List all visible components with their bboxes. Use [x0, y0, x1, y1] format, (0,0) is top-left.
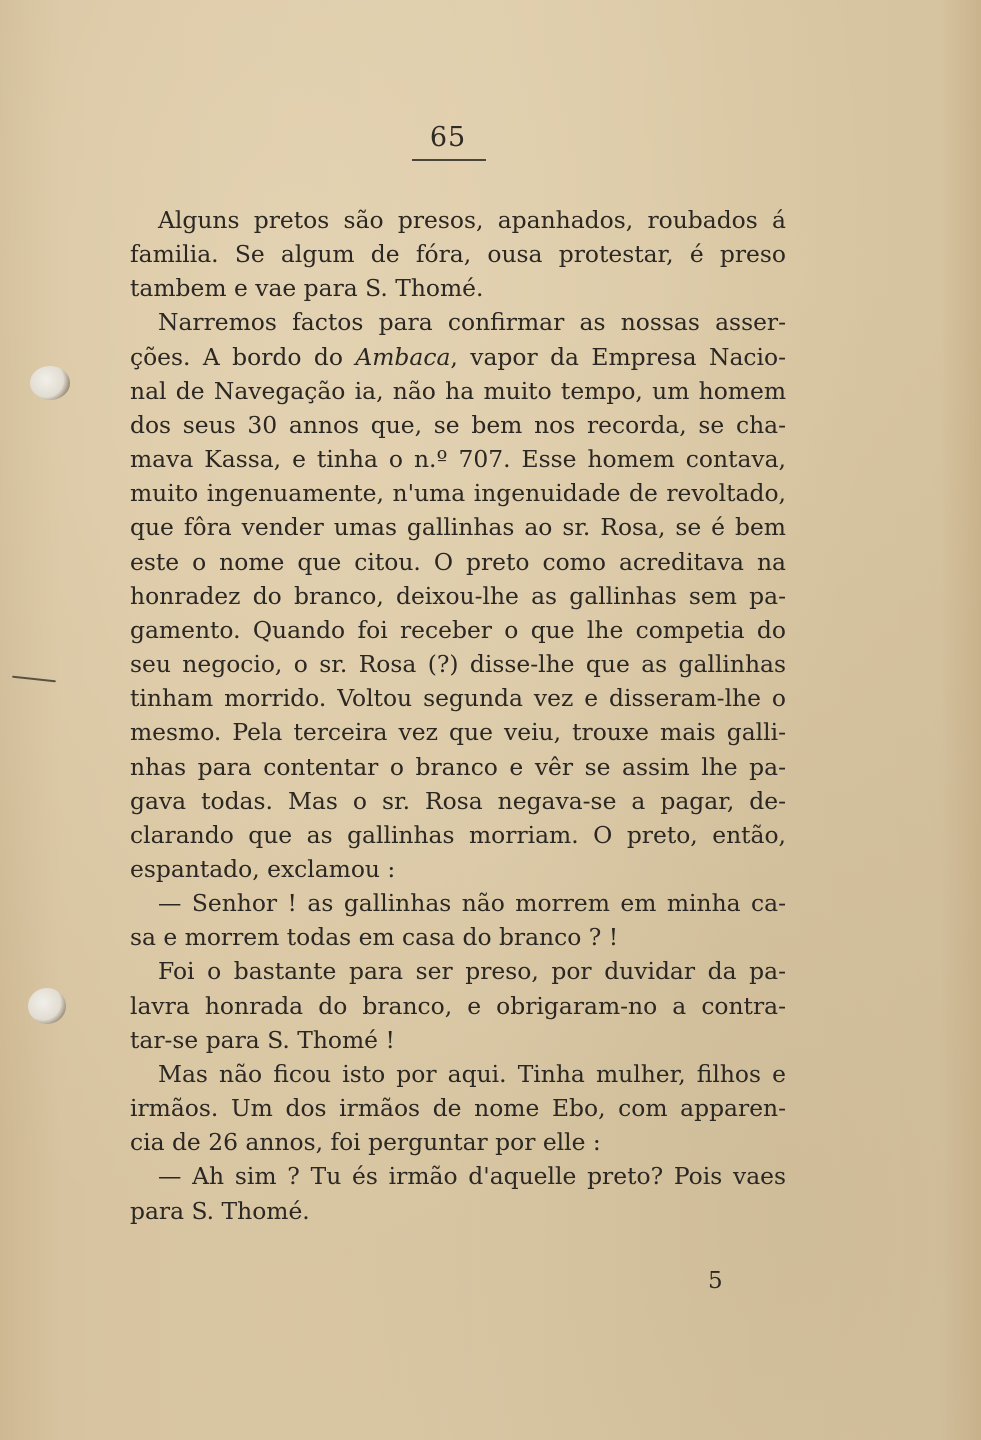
binding-stitch-middle [12, 676, 56, 683]
header-rule [412, 159, 486, 161]
text-line: dos seus 30 annos que, se bem nos recorda, se cha- [130, 410, 786, 439]
text-line: mava Kassa, e tinha o n.º 707. Esse homem contava, [130, 445, 786, 474]
text-line: nal de Navegação ia, não ha muito tempo, um homem [130, 376, 786, 405]
text-line: mesmo. Pela terceira vez que veiu, trouxe mais galli- [130, 718, 786, 747]
text-line: Alguns pretos são presos, apanhados, roubados á [158, 206, 786, 234]
text-line: que fôra vender umas gallinhas ao sr. Rosa, se é bem [130, 513, 786, 542]
text-line: familia. Se algum de fóra, ousa protestar, é preso [130, 240, 786, 269]
text-line: tar-se para S. Thomé ! [130, 1025, 395, 1054]
text-line: Mas não ficou isto por aqui. Tinha mulher, filhos e [158, 1059, 786, 1088]
text-line: honradez do branco, deixou-lhe as gallinhas sem pa- [130, 581, 786, 610]
text-line: muito ingenuamente, n'uma ingenuidade de revoltado, [130, 479, 786, 508]
text-line: gava todas. Mas o sr. Rosa negava-se a pagar, de- [130, 786, 786, 815]
text-line: lavra honrada do branco, e obrigaram-no a contra- [130, 991, 786, 1020]
text-line: — Ah sim ? Tu és irmão d'aquelle preto? Pois vaes [158, 1162, 786, 1191]
text-line: clarando que as gallinhas morriam. O preto, então, [130, 820, 786, 849]
text-line: gamento. Quando foi receber o que lhe competia do [130, 615, 786, 644]
page-number: 65 [429, 122, 467, 153]
text-line: Narremos factos para confirmar as nossas asser- [158, 308, 786, 337]
signature-mark: 5 [708, 1268, 723, 1294]
text-line: espantado, exclamou : [130, 854, 396, 883]
text-line: seu negocio, o sr. Rosa (?) disse-lhe que as gallinhas [130, 650, 786, 679]
binding-hole-top [30, 366, 70, 400]
text-line: irmãos. Um dos irmãos de nome Ebo, com apparen- [130, 1094, 786, 1123]
binding-hole-bottom [28, 988, 66, 1024]
text-line: este o nome que citou. O preto como acreditava na [130, 547, 786, 576]
text-line: tinham morrido. Voltou segunda vez e disseram-lhe o [130, 684, 786, 713]
text-line: cia de 26 annos, foi perguntar por elle : [130, 1128, 601, 1157]
body-text [130, 203, 786, 1228]
text-line: ções. A bordo do Ambaca, vapor da Empresa Nacio- [130, 342, 786, 371]
ship-name: Ambaca [355, 342, 451, 371]
text-line: nhas para contentar o branco e vêr se assim lhe pa- [130, 752, 786, 781]
text-line: tambem e vae para S. Thomé. [130, 274, 484, 303]
text-line: sa e morrem todas em casa do branco ? ! [130, 923, 619, 952]
text-line: para S. Thomé. [130, 1196, 310, 1225]
text-line: — Senhor ! as gallinhas não morrem em minha ca- [158, 889, 786, 918]
text-line: Foi o bastante para ser preso, por duvidar da pa- [158, 957, 786, 986]
